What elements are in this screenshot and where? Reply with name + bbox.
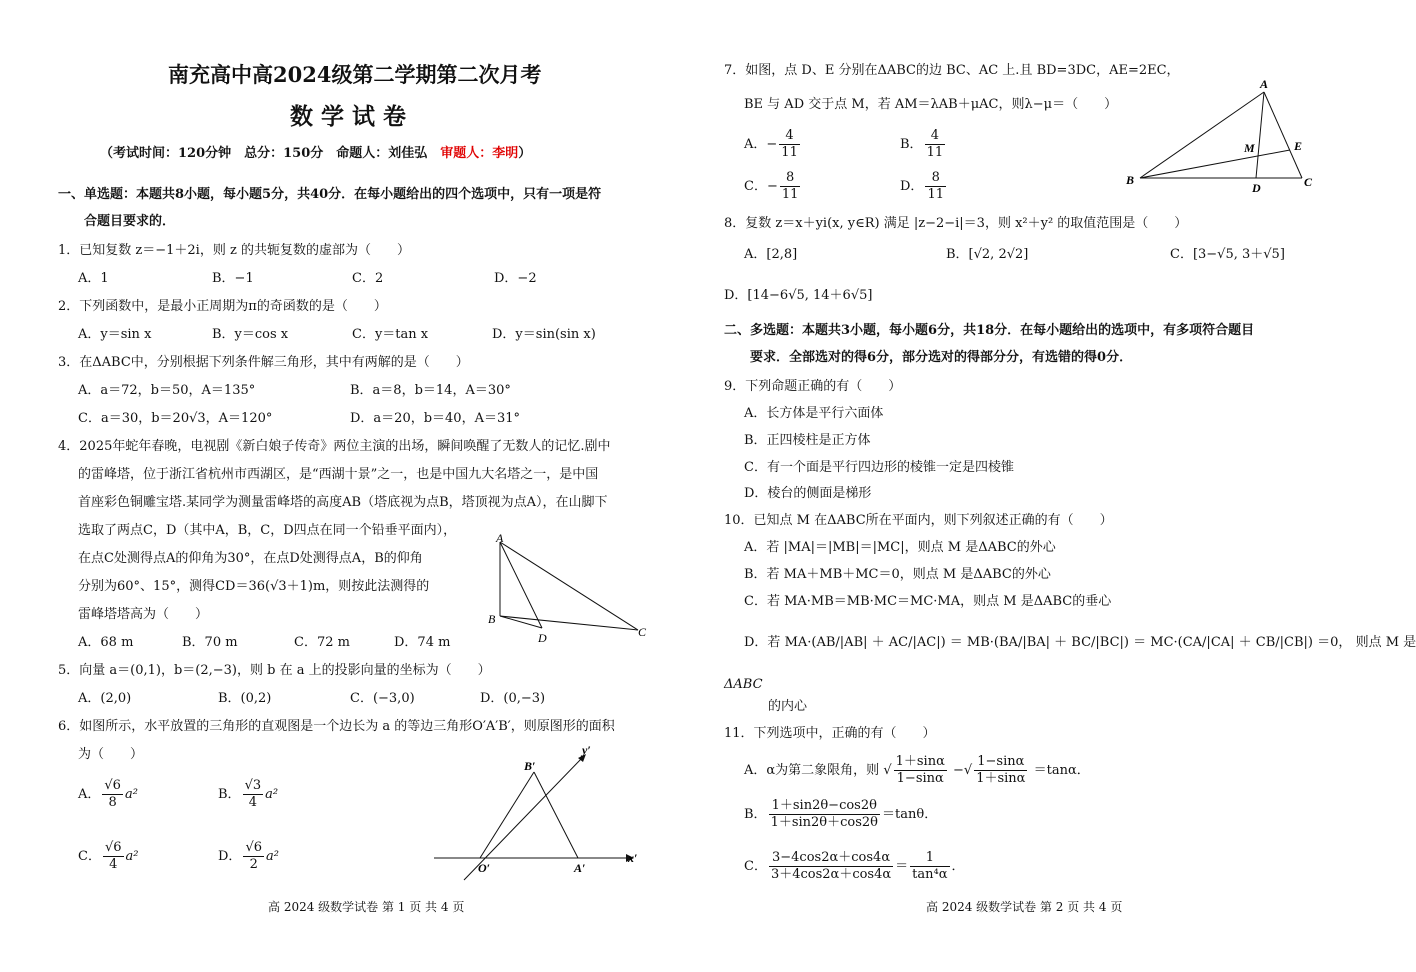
q9-option-c: C．有一个面是平行四边形的棱锥一定是四棱锥 [744,460,1014,475]
q6-figure [430,742,645,884]
question-6: 6．如图所示，水平放置的三角形的直观图是一个边长为 a 的等边三角形O′A′B′，则原图形的面积 [58,719,615,734]
q7-option-d: D． $\frac{8}{11}$ [900,170,944,202]
fig6-label-o: O′ [478,861,491,875]
fig7-label-a: A [1260,77,1269,91]
question-5: 5．向量 a＝(0,1)，b＝(2,−3)，则 b 在 a 上的投影向量的坐标为（ ） [58,663,491,678]
fig4-label-d: D [538,631,547,645]
q7-figure [1122,72,1322,200]
q7-option-c: C．− $\frac{8}{11}$ [744,170,799,202]
q10-option-c: C．若 MA·MB＝MB·MC＝MC·MA，则点 M 是ΔABC的垂心 [744,594,1112,609]
fig7-label-m: M [1244,141,1255,155]
fig6-label-y: y′ [582,743,591,757]
question-11: 11．下列选项中，正确的有（ ） [724,726,936,741]
q10-option-d: D．若 MA·(AB/|AB| ＋ AC/|AC|) ＝ MB·(BA/|BA| ＋ BC/|BC|) ＝ MC·(CA/|CA| ＋ CB/|CB|) ＝0， 则点 M 是 [744,635,1416,650]
question-6-cont: 为（ ） [78,747,144,762]
section-1-heading: 一、单选题：本题共8小题，每小题5分，共40分．在每小题给出的四个选项中，只有一项是符 [58,187,602,202]
question-3: 3．在ΔABC中，分别根据下列条件解三角形，其中有两解的是（ ） [58,355,469,370]
q4-option-c: C．72 m [294,635,350,650]
q10-option-d-cont: ΔABC [724,677,763,692]
q6-option-c: C． $\frac{√6}{4}$ a² [78,840,139,872]
section-2-heading: 二、多选题：本题共3小题，每小题6分，共18分．在每小题给出的选项中，有多项符合题目 [724,323,1255,338]
question-8: 8．复数 z＝x＋yi(x, y∈R) 满足 |z−2−i|＝3，则 x²＋y² 的取值范围是（ ） [724,216,1188,231]
q4-option-d: D．74 m [394,635,451,650]
q3-option-a: A．a＝72，b＝50，A＝135° [78,383,256,398]
fig7-label-e: E [1294,139,1303,153]
fig4-label-b: B [488,612,496,626]
q2-option-b: B．y＝cos x [212,327,289,342]
page-2 [688,0,1416,972]
question-4-line-6: 分别为60°、15°，测得CD＝36(√3＋1)m，则按此法测得的 [78,579,430,594]
q3-option-b: B．a＝8，b＝14，A＝30° [350,383,511,398]
exam-info-main: （考试时间：120分钟 总分：150分 命题人：刘佳弘 [100,146,441,161]
q6-option-d: D． $\frac{√6}{2}$ a² [218,840,279,872]
q10-option-b: B．若 MA＋MB＋MC＝0，则点 M 是ΔABC的外心 [744,567,1051,582]
section-1-heading-cont: 合题目要求的． [84,214,176,229]
question-4-line-2: 的雷峰塔，位于浙江省杭州市西湖区，是“西湖十景”之一，也是中国九大名塔之一，是中国 [78,467,599,482]
fig6-label-a: A′ [574,861,586,875]
page-2-footer: 高 2024 级数学试卷 第 2 页 共 4 页 [926,900,1123,914]
q2-option-d: D．y＝sin(sin x) [492,327,596,342]
q3-option-c: C．a＝30，b＝20√3，A＝120° [78,411,273,426]
question-4-line-7: 雷峰塔塔高为（ ） [78,607,209,622]
q5-option-d: D．(0,−3) [480,691,546,706]
q1-option-d: D．−2 [494,271,537,286]
fig6-label-b: B′ [524,759,536,773]
q8-option-d: D．[14−6√5, 14＋6√5] [724,288,873,303]
q9-option-a: A．长方体是平行六面体 [744,406,884,421]
page-1-footer: 高 2024 级数学试卷 第 1 页 共 4 页 [268,900,465,914]
question-9: 9．下列命题正确的有（ ） [724,379,902,394]
question-4-line-5: 在点C处测得点A的仰角为30°，在点D处测得点A，B的仰角 [78,551,423,566]
fig7-label-c: C [1304,175,1313,189]
q6-option-a: A． $\frac{√6}{8}$ a² [78,778,138,810]
q8-option-c: C．[3−√5, 3＋√5] [1170,247,1285,262]
fig7-label-b: B [1126,173,1135,187]
question-4-line-1: 4．2025年蛇年春晚，电视剧《新白娘子传奇》两位主演的出场，瞬间唤醒了无数人的记忆.剧中 [58,439,611,454]
question-2: 2．下列函数中，是最小正周期为π的奇函数的是（ ） [58,299,387,314]
q9-option-d: D．棱台的侧面是梯形 [744,486,872,501]
fig6-label-x: x′ [628,851,638,865]
q4-option-b: B．70 m [182,635,238,650]
q5-option-c: C．(−3,0) [350,691,415,706]
q7-option-a: A．− $\frac{4}{11}$ [744,128,798,160]
q8-option-b: B．[√2, 2√2] [946,247,1029,262]
q11-option-a: A．α为第二象限角，则 √ $\frac{1+\sin\alpha}{1-\sin\alpha}$ −√ $\frac{1-\sin\alpha}{1+\sin\alpha}$ ＝tanα． [744,754,1090,786]
q3-option-d: D．a＝20，b＝40，A＝31° [350,411,521,426]
q4-option-a: A．68 m [78,635,134,650]
q10-option-d-end: 的内心 [768,699,808,714]
question-4-line-4: 选取了两点C，D（其中A，B，C，D四点在同一个铅垂平面内）， [78,523,457,538]
section-2-heading-cont: 要求．全部选对的得6分，部分选对的得部分分，有选错的得0分． [750,350,1133,365]
q9-option-b: B．正四棱柱是正方体 [744,433,871,448]
q2-option-c: C．y＝tan x [352,327,429,342]
q8-option-a: A．[2,8] [744,247,798,262]
q7-option-b: B． $\frac{4}{11}$ [900,128,944,160]
reviewer: 审题人：李明 [440,146,519,161]
question-7-cont: BE 与 AD 交于点 M，若 AM＝λAB＋μAC，则λ−μ＝（ ） [744,97,1118,112]
page-1 [0,0,688,972]
fig4-label-a: A [496,531,504,545]
question-4-line-3: 首座彩色铜雕宝塔.某同学为测量雷峰塔的高度AB（塔底视为点B，塔顶视为点A），在山脚下 [78,495,608,510]
q5-option-b: B．(0,2) [218,691,272,706]
exam-title: 南充高中高2024级第二学期第二次月考 [168,62,542,87]
fig4-label-c: C [638,625,647,639]
q11-option-c: C． $\frac{3-4\cos 2\alpha+\cos 4\alpha}{3+4\cos 2\alpha+\cos 4\alpha}$ ＝ $\frac{1}{\text{tan⁴α}}$ ． [744,850,965,882]
q1-option-a: A．1 [78,271,109,286]
q2-option-a: A．y＝sin x [78,327,152,342]
q4-figure [486,530,656,645]
question-7: 7．如图，点 D、E 分别在ΔABC的边 BC、AC 上.且 BD=3DC，AE=2EC， [724,63,1180,78]
q10-option-a: A．若 |MA|＝|MB|＝|MC|，则点 M 是ΔABC的外心 [744,540,1056,555]
q6-option-b: B． $\frac{√3}{4}$ a² [218,778,279,810]
question-1: 1．已知复数 z＝−1＋2i，则 z 的共轭复数的虚部为（ ） [58,243,410,258]
exam-subtitle: 数学试卷 [290,103,414,130]
q5-option-a: A．(2,0) [78,691,132,706]
fig7-label-d: D [1252,181,1261,195]
q1-option-b: B．−1 [212,271,254,286]
exam-info-end: ） [518,146,532,161]
q1-option-c: C．2 [352,271,384,286]
q11-option-b: B． $\frac{1+\sin 2\theta-\cos 2\theta}{1+\sin 2\theta+\cos 2\theta}$ ＝tanθ． [744,798,938,830]
exam-info [100,145,531,163]
question-10: 10．已知点 M 在ΔABC所在平面内，则下列叙述正确的有（ ） [724,513,1113,528]
